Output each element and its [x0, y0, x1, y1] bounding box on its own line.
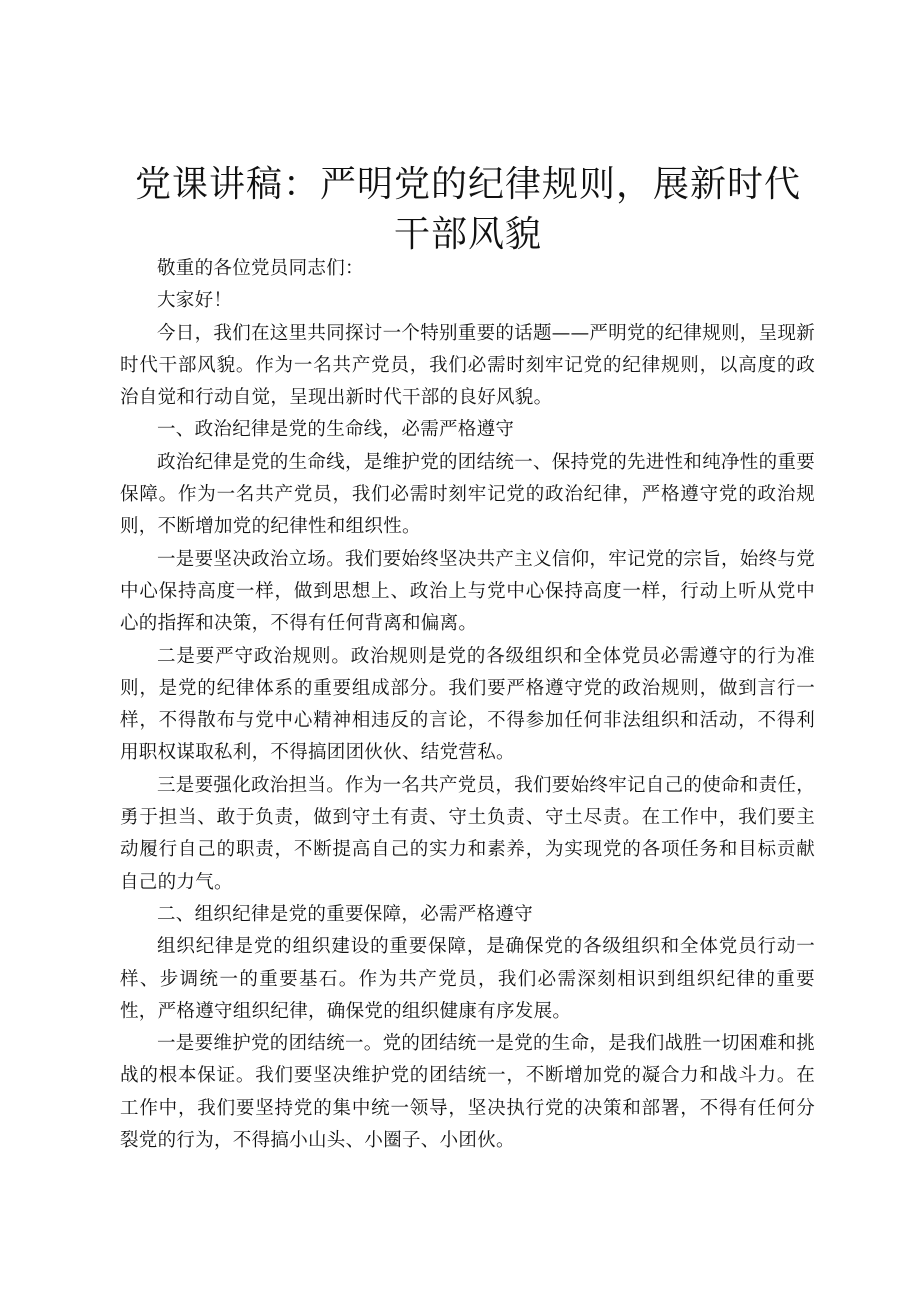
paragraph-intro: 今日，我们在这里共同探讨一个特别重要的话题——严明党的纪律规则，呈现新时代干部风貌。作为一名共产党员，我们必需时刻牢记党的纪律规则，以高度的政治自觉和行动自觉，呈现出新时代干部的良好风貌。 — [120, 322, 816, 409]
document-body — [120, 253, 815, 1157]
paragraph-organizational-discipline: 组织纪律是党的组织建设的重要保障，是确保党的各级组织和全体党员行动一样、步调统一的重要基石。作为共产党员，我们必需深刻相识到组织纪律的重要性，严格遵守组织纪律，确保党的组织健康有序发展。 — [120, 936, 815, 1022]
paragraph-greeting: 敬重的各位党员同志们： — [157, 258, 364, 279]
paragraph-political-discipline: 政治纪律是党的生命线，是维护党的团结统一、保持党的先进性和纯净性的重要保障。作为一名共产党员，我们必需时刻牢记党的政治纪律，严格遵守党的政治规则，不断增加党的纪律性和组织性。 — [120, 451, 816, 538]
paragraph-hello: 大家好！ — [157, 290, 233, 312]
section-heading-organizational: 二、组织纪律是党的重要保障，必需严格遵守 — [157, 903, 534, 925]
document-title: 党课讲稿：严明党的纪律规则，展新时代干部风貌 — [134, 164, 801, 255]
paragraph-political-stance: 一是要坚决政治立场。我们要始终坚决共产主义信仰，牢记党的宗旨，始终与党中心保持高度一样，做到思想上、政治上与党中心保持高度一样，行动上听从党中心的指挥和决策，不得有任何背离和偏离。 — [120, 548, 816, 635]
section-heading-political: 一、政治纪律是党的生命线，必需严格遵守 — [157, 419, 515, 441]
paragraph-party-unity: 一是要维护党的团结统一。党的团结统一是党的生命，是我们战胜一切困难和挑战的根本保证。我们要坚决维护党的团结统一，不断增加党的凝合力和战斗力。在工作中，我们要坚持党的集中统一领导，坚决执行党的决策和部署，不得有任何分裂党的行为，不得搞小山头、小圈子、小团伙。 — [120, 1033, 816, 1152]
paragraph-political-rules: 二是要严守政治规则。政治规则是党的各级组织和全体党员必需遵守的行为准则，是党的纪律体系的重要组成部分。我们要严格遵守党的政治规则，做到言行一样，不得散布与党中心精神相违反的言论，不得参加任何非法组织和活动，不得利用职权谋取私利，不得搞团团伙伙、结党营私。 — [120, 645, 815, 764]
paragraph-political-responsibility: 三是要强化政治担当。作为一名共产党员，我们要始终牢记自己的使命和责任，勇于担当、敢于负责，做到守土有责、守土负责、守土尽责。在工作中，我们要主动履行自己的职责，不断提高自己的实力和素养，为实现党的各项任务和目标贡献自己的力气。 — [120, 774, 816, 893]
